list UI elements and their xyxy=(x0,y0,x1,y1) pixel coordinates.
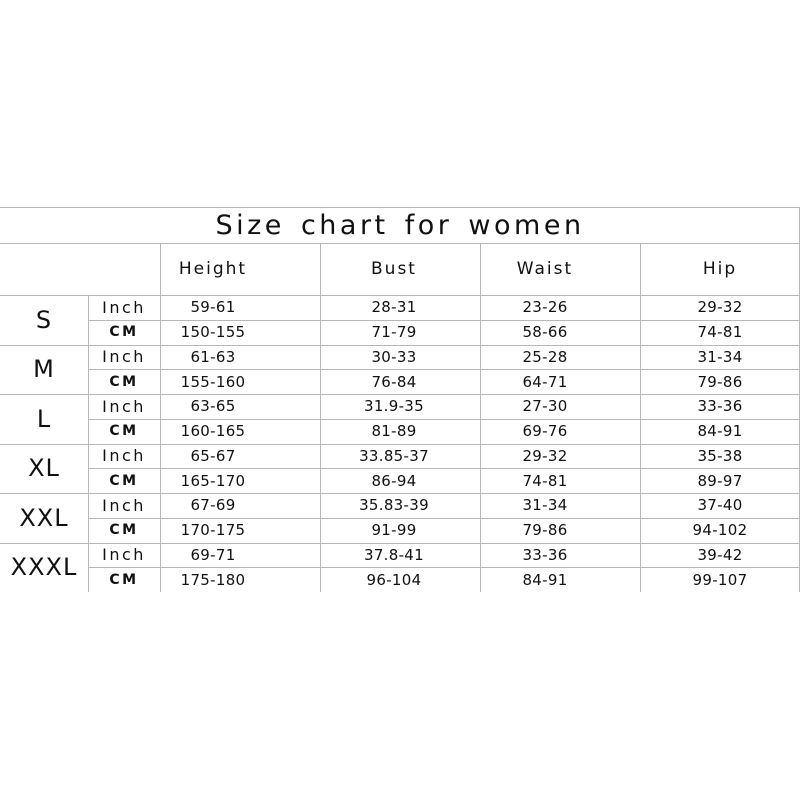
measurement-value-waist: 74-81 xyxy=(522,471,568,490)
unit-label-cm: CM xyxy=(109,423,139,440)
measurement-value-bust: 76-84 xyxy=(371,372,417,391)
measurement-value-waist: 31-34 xyxy=(522,496,568,515)
measurement-value-height: 69-71 xyxy=(190,545,236,564)
size-chart-table xyxy=(0,207,800,593)
unit-label-inch: Inch xyxy=(102,446,146,466)
measurement-value-hip: 37-40 xyxy=(697,496,743,515)
measurement-value-bust: 91-99 xyxy=(371,521,417,540)
size-label: S xyxy=(35,305,53,334)
measurement-value-height: 65-67 xyxy=(190,446,236,465)
measurement-value-waist: 23-26 xyxy=(522,298,568,317)
measurement-value-waist: 25-28 xyxy=(522,347,568,366)
unit-label-inch: Inch xyxy=(102,495,146,515)
measurement-value-waist: 27-30 xyxy=(522,397,568,416)
size-label: XXXL xyxy=(10,553,78,582)
measurement-value-height: 165-170 xyxy=(180,471,246,490)
measurement-value-height: 155-160 xyxy=(180,372,246,391)
size-label: XXL xyxy=(19,503,69,532)
measurement-value-bust: 33.85-37 xyxy=(359,446,429,465)
measurement-value-hip: 33-36 xyxy=(697,397,743,416)
measurement-value-hip: 31-34 xyxy=(697,347,743,366)
measurement-value-bust: 28-31 xyxy=(371,298,417,317)
size-label: M xyxy=(33,355,55,384)
size-label: L xyxy=(36,404,52,433)
measurement-value-bust: 35.83-39 xyxy=(359,496,429,515)
measurement-value-hip: 39-42 xyxy=(697,545,743,564)
unit-label-inch: Inch xyxy=(102,347,146,367)
measurement-value-hip: 94-102 xyxy=(692,521,748,540)
measurement-value-hip: 84-91 xyxy=(697,422,743,441)
unit-label-cm: CM xyxy=(109,472,139,489)
measurement-value-bust: 86-94 xyxy=(371,471,417,490)
measurement-value-waist: 64-71 xyxy=(522,372,568,391)
measurement-value-bust: 30-33 xyxy=(371,347,417,366)
column-header-hip: Hip xyxy=(702,259,738,279)
measurement-value-hip: 79-86 xyxy=(697,372,743,391)
measurement-value-hip: 99-107 xyxy=(692,570,748,589)
measurement-value-height: 67-69 xyxy=(190,496,236,515)
measurement-value-waist: 33-36 xyxy=(522,545,568,564)
unit-label-inch: Inch xyxy=(102,545,146,565)
unit-label-inch: Inch xyxy=(102,297,146,317)
measurement-value-waist: 29-32 xyxy=(522,446,568,465)
measurement-value-waist: 79-86 xyxy=(522,521,568,540)
column-header-waist: Waist xyxy=(516,259,574,279)
measurement-value-hip: 89-97 xyxy=(697,471,743,490)
measurement-value-height: 175-180 xyxy=(180,570,246,589)
unit-label-cm: CM xyxy=(109,522,139,539)
measurement-value-height: 61-63 xyxy=(190,347,236,366)
unit-label-cm: CM xyxy=(109,324,139,341)
measurement-value-height: 170-175 xyxy=(180,521,246,540)
chart-title: Size chart for women xyxy=(215,209,585,241)
column-header-height: Height xyxy=(178,259,248,279)
unit-label-inch: Inch xyxy=(102,396,146,416)
measurement-value-height: 160-165 xyxy=(180,422,246,441)
measurement-value-bust: 81-89 xyxy=(371,422,417,441)
size-label: XL xyxy=(28,454,60,483)
measurement-value-waist: 58-66 xyxy=(522,323,568,342)
measurement-value-height: 63-65 xyxy=(190,397,236,416)
measurement-value-bust: 31.9-35 xyxy=(364,397,424,416)
measurement-value-waist: 84-91 xyxy=(522,570,568,589)
column-header-bust: Bust xyxy=(371,259,417,279)
measurement-value-bust: 37.8-41 xyxy=(364,545,424,564)
measurement-value-bust: 71-79 xyxy=(371,323,417,342)
measurement-value-height: 59-61 xyxy=(190,298,236,317)
measurement-value-hip: 35-38 xyxy=(697,446,743,465)
measurement-value-waist: 69-76 xyxy=(522,422,568,441)
measurement-value-hip: 74-81 xyxy=(697,323,743,342)
measurement-value-height: 150-155 xyxy=(180,323,246,342)
unit-label-cm: CM xyxy=(109,373,139,390)
measurement-value-hip: 29-32 xyxy=(697,298,743,317)
unit-label-cm: CM xyxy=(109,571,139,588)
measurement-value-bust: 96-104 xyxy=(366,570,422,589)
